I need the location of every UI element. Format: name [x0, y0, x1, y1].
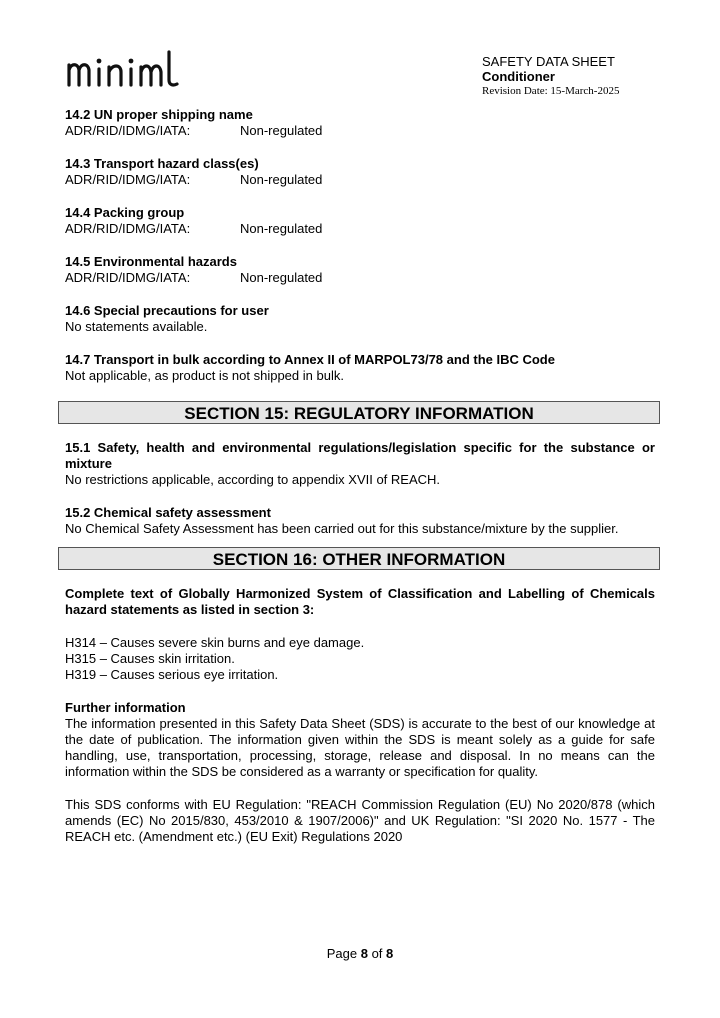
transport-label: ADR/RID/IDMG/IATA: — [65, 270, 191, 285]
transport-label: ADR/RID/IDMG/IATA: — [65, 123, 191, 138]
subsection-14-2 — [65, 107, 655, 139]
total-pages: 8 — [386, 946, 394, 961]
further-information — [65, 700, 655, 780]
section-16-header: SECTION 16: OTHER INFORMATION — [58, 547, 660, 570]
subsection-text: Not applicable, as product is not shipped in bulk. — [65, 368, 344, 383]
transport-row — [65, 221, 655, 237]
transport-value: Non-regulated — [240, 172, 323, 187]
hazard-statement: H319 – Causes serious eye irritation. — [65, 667, 279, 682]
transport-row — [65, 172, 655, 188]
product-name: Conditioner — [482, 69, 555, 84]
hazard-statement: H315 – Causes skin irritation. — [65, 651, 235, 666]
subsection-15-2 — [65, 505, 655, 537]
document-header — [482, 54, 619, 99]
subsection-title: 14.2 UN proper shipping name — [65, 107, 253, 122]
transport-value: Non-regulated — [240, 221, 323, 236]
subsection-14-5 — [65, 254, 655, 286]
ghs-block — [65, 586, 655, 618]
ghs-title: Complete text of Globally Harmonized System of Classification and Labelling of Chemicals hazard statements as listed in section 3: — [65, 586, 655, 617]
subsection-title: 15.2 Chemical safety assessment — [65, 505, 271, 520]
hazard-statement: H314 – Causes severe skin burns and eye damage. — [65, 635, 365, 650]
further-title: Further information — [65, 700, 186, 715]
subsection-text: No statements available. — [65, 319, 208, 334]
subsection-14-4 — [65, 205, 655, 237]
page-footer — [0, 946, 720, 961]
subsection-title: 15.1 Safety, health and environmental regulations/legislation specific for the substance or mixture — [65, 440, 655, 471]
transport-row — [65, 123, 655, 139]
transport-value: Non-regulated — [240, 270, 323, 285]
document-body — [65, 107, 655, 862]
conformity-text: This SDS conforms with EU Regulation: "REACH Commission Regulation (EU) No 2020/878 (which amends (EC) No 2015/830, 453/2010 & 1907/2006)" and UK Regulation: "SI 2020 No. 1577 - The REACH etc. (Amendment etc.) (EU Exit) Regulations 2020 — [65, 797, 655, 844]
miniml-logo-icon — [64, 42, 184, 102]
subsection-title: 14.4 Packing group — [65, 205, 185, 220]
subsection-title: 14.6 Special precautions for user — [65, 303, 269, 318]
transport-label: ADR/RID/IDMG/IATA: — [65, 172, 191, 187]
page-word: Page — [326, 946, 358, 961]
subsection-14-7 — [65, 352, 655, 384]
section-15-header: SECTION 15: REGULATORY INFORMATION — [58, 401, 660, 424]
revision-date: Revision Date: 15-March-2025 — [482, 85, 620, 97]
document-type: SAFETY DATA SHEET — [482, 54, 615, 69]
subsection-title: 14.5 Environmental hazards — [65, 254, 237, 269]
conformity-statement — [65, 797, 655, 845]
transport-label: ADR/RID/IDMG/IATA: — [65, 221, 191, 236]
subsection-title: 14.7 Transport in bulk according to Annex II of MARPOL73/78 and the IBC Code — [65, 352, 555, 367]
hazard-statements — [65, 635, 655, 683]
subsection-text: No Chemical Safety Assessment has been carried out for this substance/mixture by the supplier. — [65, 521, 619, 536]
of-word: of — [371, 946, 383, 961]
subsection-text: No restrictions applicable, according to appendix XVII of REACH. — [65, 472, 441, 487]
transport-value: Non-regulated — [240, 123, 323, 138]
current-page: 8 — [360, 946, 368, 961]
further-text: The information presented in this Safety Data Sheet (SDS) is accurate to the best of our knowledge at the date of publication. The information given within the SDS is meant solely as a guide for safe handling, use, transportation, processing, storage, release and disposal. In no means can the information within the SDS be considered as a warranty or specification for quality. — [65, 716, 655, 779]
subsection-14-3 — [65, 156, 655, 188]
subsection-14-6 — [65, 303, 655, 335]
transport-row — [65, 270, 655, 286]
brand-logo — [64, 42, 184, 102]
subsection-15-1 — [65, 440, 655, 488]
subsection-title: 14.3 Transport hazard class(es) — [65, 156, 259, 171]
